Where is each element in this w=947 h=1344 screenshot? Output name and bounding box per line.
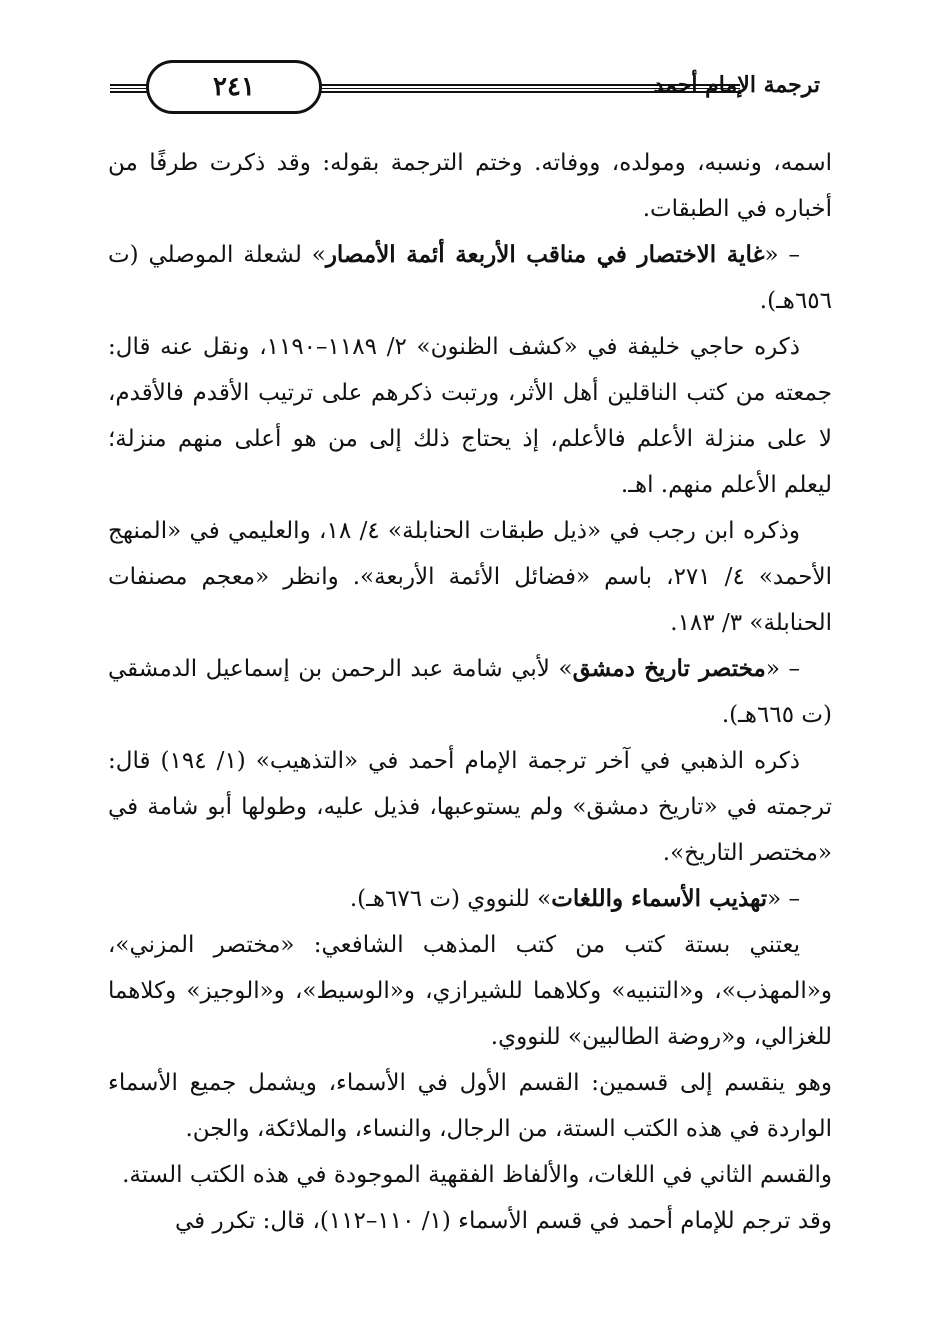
paragraph-continuation: اسمه، ونسبه، ومولده، ووفاته. وختم الترجمة بقوله: وقد ذكرت طرفًا من أخباره في الطبقات. — [108, 150, 832, 222]
book-title: غاية الاختصار في مناقب الأربعة أئمة الأمصار — [325, 241, 765, 268]
book-entry-ghayat-al-ikhtisar: – «غاية الاختصار في مناقب الأربعة أئمة الأمصار» لشعلة الموصلي (ت ٦٥٦هـ). — [108, 241, 832, 314]
main-text — [108, 140, 832, 1244]
paragraph: وهو ينقسم إلى قسمين: القسم الأول في الأسماء، ويشمل جميع الأسماء الواردة في هذه الكتب الستة، من الرجال، والنساء، والملائكة، والجن. — [108, 1070, 832, 1142]
paragraph: ذكره الذهبي في آخر ترجمة الإمام أحمد في «التذهيب» (١/ ١٩٤) قال: ترجمته في «تاريخ دمشق» ولم يستوعبها، فذيل عليه، وطولها أبو شامة في «مختصر التاريخ». — [108, 748, 832, 866]
book-title: مختصر تاريخ دمشق — [572, 655, 766, 682]
paragraph: يعتني بستة كتب من كتب المذهب الشافعي: «مختصر المزني»، و«المهذب»، و«التنبيه» وكلاهما للشيرازي، و«الوسيط»، و«الوجيز» وكلاهما للغزالي، و«روضة الطالبين» للنووي. — [108, 932, 832, 1050]
page-header — [110, 58, 838, 118]
book-title: تهذيب الأسماء واللغات — [551, 885, 768, 912]
paragraph: وقد ترجم للإمام أحمد في قسم الأسماء (١/ ١١٠–١١٢)، قال: تكرر في — [174, 1208, 832, 1234]
book-entry-mukhtasar-tarikh-dimashq: – «مختصر تاريخ دمشق» لأبي شامة عبد الرحمن بن إسماعيل الدمشقي (ت ٦٦٥هـ). — [108, 655, 832, 728]
header-rule-left — [110, 84, 150, 93]
page-number-frame — [146, 60, 322, 114]
paragraph: والقسم الثاني في اللغات، والألفاظ الفقهية الموجودة في هذه الكتب الستة. — [122, 1162, 832, 1188]
book-entry-tahdhib-al-asma: – «تهذيب الأسماء واللغات» للنووي (ت ٦٧٦هـ). — [349, 885, 800, 912]
running-title: ترجمة الإمام أحمد — [653, 72, 820, 98]
page-number: ٢٤١ — [213, 72, 255, 102]
paragraph: وذكره ابن رجب في «ذيل طبقات الحنابلة» ٤/ ١٨، والعليمي في «المنهج الأحمد» ٤/ ٢٧١، باسم «فضائل الأئمة الأربعة». وانظر «معجم مصنفات الحنابلة» ٣/ ١٨٣. — [108, 518, 833, 636]
paragraph: ذكره حاجي خليفة في «كشف الظنون» ٢/ ١١٨٩–١١٩٠، ونقل عنه قال: جمعته من كتب الناقلين أهل الأثر، ورتبت ذكرهم على ترتيب الأقدم فالأقدم، لا على منزلة الأعلم فالأعلم، إذ يحتاج ذلك إلى من هو أعلى منهم منزلة؛ ليعلم الأعلم منهم. اهـ. — [108, 334, 832, 498]
